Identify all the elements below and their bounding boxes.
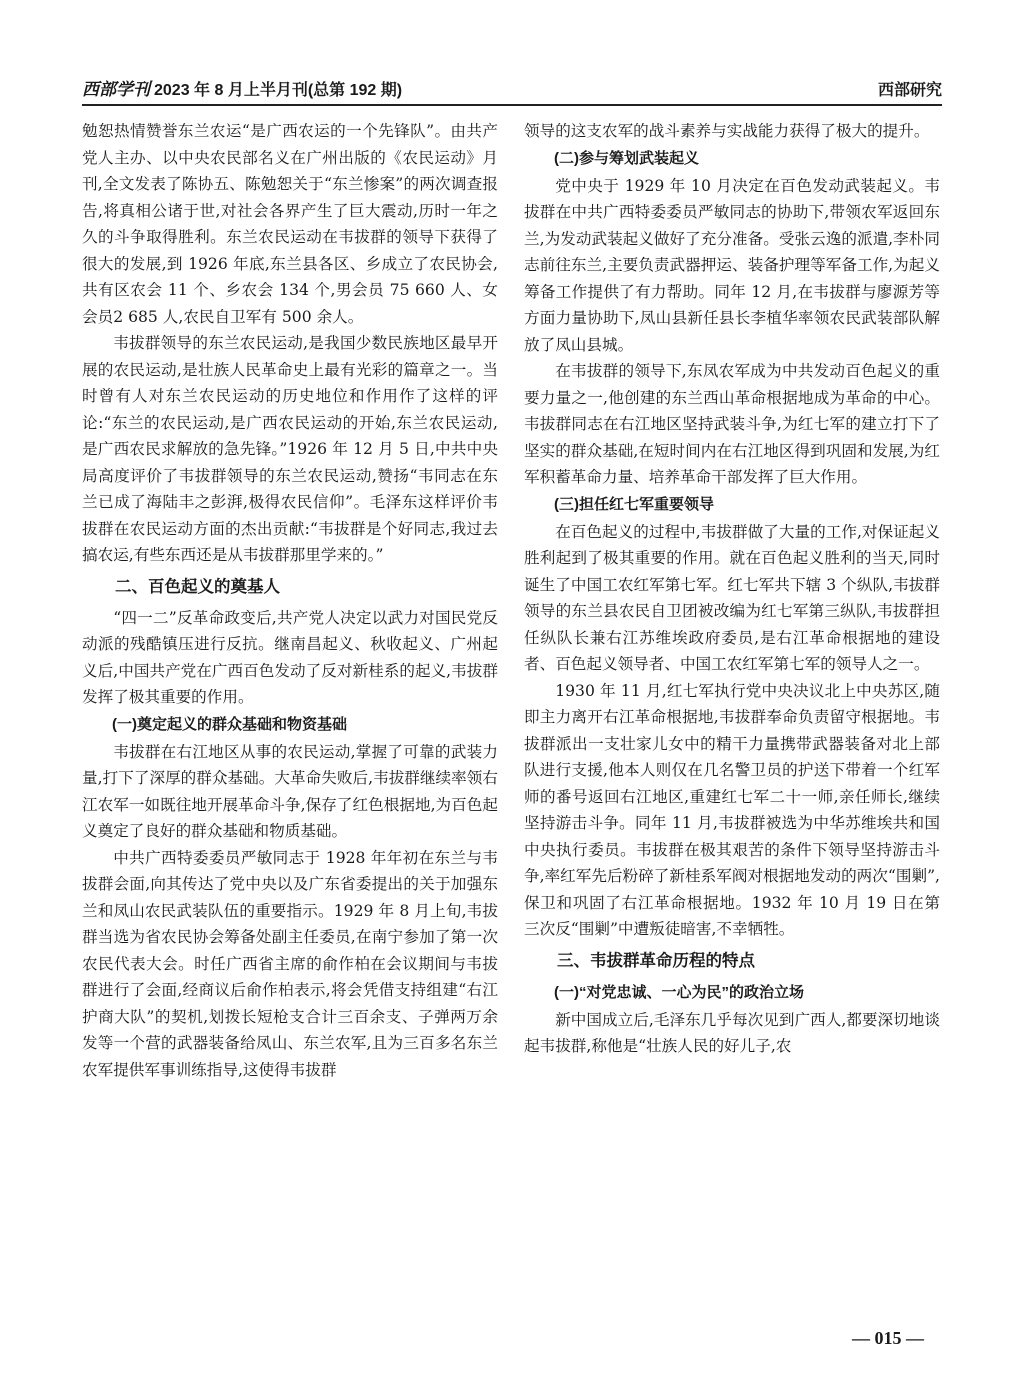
paragraph: 在韦拔群的领导下,东凤农军成为中共发动百色起义的重要力量之一,他创建的东兰西山革命根据地成为革命的中心。韦拔群同志在右江地区坚持武装斗争,为红七军的建立打下了坚实的群众基础,在短时间内在右江地区得到巩固和发展,为红军积蓄革命力量、培养革命干部发挥了巨大作用。 bbox=[524, 362, 940, 486]
paragraph: 党中央于 1929 年 10 月决定在百色发动武装起义。韦拔群在中共广西特委委员严敏同志的协助下,带领农军返回东兰,为发动武装起义做好了充分准备。受张云逸的派遣,李朴同志前往东兰,主要负责武器押运、装备护理等军备工作,为起义筹备工作提供了有力帮助。同年 12 月,在韦拔群与廖源芳等方面力量协助下,凤山县新任县长李植华率领农民武装部队解放了凤山县城。 bbox=[524, 176, 940, 354]
paragraph: 勉恕热情赞誉东兰农运“是广西农运的一个先锋队”。由共产党人主办、以中央农民部名义在广州出版的《农民运动》月刊,全文发表了陈协五、陈勉恕关于“东兰惨案”的两次调查报告,将真相公诸于世,对社会各界产生了巨大震动,历时一年之久的斗争取得胜利。东兰农民运动在韦拔群的领导下获得了很大的发展,到 1926 年底,东兰县各区、乡成立了农民协会,共有区农会 11 个、乡农会 134 个,男会员 75 660 人、女会员2 685 人,农民自卫军有 500 余人。 bbox=[82, 122, 498, 326]
left-column bbox=[82, 118, 498, 1083]
section-name: 西部研究 bbox=[877, 82, 942, 99]
issue-info: 2023 年 8 月上半月刊(总第 192 期) bbox=[154, 82, 403, 99]
subsection-heading: (三)担任红七军重要领导 bbox=[554, 495, 714, 513]
page-header bbox=[82, 70, 942, 106]
subsection-heading: (一)“对党忠诚、一心为民”的政治立场 bbox=[554, 983, 804, 1001]
paragraph: 韦拔群领导的东兰农民运动,是我国少数民族地区最早开展的农民运动,是壮族人民革命史上最有光彩的篇章之一。当时曾有人对东兰农民运动的历史地位和作用作了这样的评论:“东兰的农民运动,是广西农民运动的开始,东兰农民运动,是广西农民求解放的急先锋。”1926 年 12 月 5 日,中共中央局高度评价了韦拔群领导的东兰农民运动,赞扬“韦同志在东兰已成了海陆丰之彭湃,极得农民信仰”。毛泽东这样评价韦拔群在农民运动方面的杰出贡献:“韦拔群是个好同志,我过去搞农运,有些东西还是从韦拔群那里学来的。” bbox=[82, 334, 498, 564]
paragraph: 领导的这支农军的战斗素养与实战能力获得了极大的提升。 bbox=[524, 122, 930, 140]
right-column bbox=[524, 118, 940, 1060]
paragraph: 韦拔群在右江地区从事的农民运动,掌握了可靠的武装力量,打下了深厚的群众基础。大革命失败后,韦拔群继续率领右江农军一如既往地开展革命斗争,保存了红色根据地,为百色起义奠定了良好的群众基础和物质基础。 bbox=[82, 742, 498, 840]
section-heading: 二、百色起义的奠基人 bbox=[115, 576, 280, 596]
subsection-heading: (二)参与筹划武装起义 bbox=[554, 149, 699, 167]
paragraph: “四一二”反革命政变后,共产党人决定以武力对国民党反动派的残酷镇压进行反抗。继南昌起义、秋收起义、广州起义后,中国共产党在广西百色发动了反对新桂系的起义,韦拔群发挥了极其重要的作用。 bbox=[82, 608, 498, 706]
paragraph: 中共广西特委委员严敏同志于 1928 年年初在东兰与韦拔群会面,向其传达了党中央以及广东省委提出的关于加强东兰和凤山农民武装队伍的重要指示。1929 年 8 月上旬,韦拔群当选为省农民协会筹备处副主任委员,在南宁参加了第一次农民代表大会。时任广西省主席的俞作柏在会议期间与韦拔群进行了会面,经商议后俞作柏表示,将会凭借支持组建“右江护商大队”的契机,划拨长短枪支合计三百余支、子弹两万余发等一个营的武器装备给凤山、东兰农军,且为三百多名东兰农军提供军事训练指导,这使得韦拔群 bbox=[82, 848, 498, 1079]
section-heading: 三、韦拔群革命历程的特点 bbox=[557, 950, 755, 970]
paragraph: 在百色起义的过程中,韦拔群做了大量的工作,对保证起义胜利起到了极其重要的作用。就在百色起义胜利的当天,同时诞生了中国工农红军第七军。红七军共下辖 3 个纵队,韦拔群领导的东兰县农民自卫团被改编为红七军第三纵队,韦拔群担任纵队长兼右江苏维埃政府委员,是右江革命根据地的建设者、百色起义领导者、中国工农红军第七军的领导人之一。 bbox=[524, 522, 940, 673]
header-left bbox=[82, 75, 402, 100]
page-number: — 015 — bbox=[852, 1328, 924, 1348]
subsection-heading: (一)奠定起义的群众基础和物资基础 bbox=[112, 715, 347, 733]
paragraph: 新中国成立后,毛泽东几乎每次见到广西人,都要深切地谈起韦拔群,称他是“壮族人民的好儿子,农 bbox=[524, 1010, 940, 1055]
journal-logo: 西部学刊 bbox=[82, 80, 150, 100]
paragraph: 1930 年 11 月,红七军执行党中央决议北上中央苏区,随即主力离开右江革命根据地,韦拔群奉命负责留守根据地。韦拔群派出一支壮家儿女中的精干力量携带武器装备对北上部队进行支援,他本人则仅在几名警卫员的护送下带着一个红军师的番号返回右江地区,重建红七军二十一师,亲任师长,继续坚持游击斗争。同年 11 月,韦拔群被选为中华苏维埃共和国中央执行委员。韦拔群在极其艰苦的条件下领导坚持游击斗争,率红军先后粉碎了新桂系军阀对根据地发动的两次“围剿”,保卫和巩固了右江革命根据地。1932 年 10 月 19 日在第三次反“围剿”中遭叛徒暗害,不幸牺牲。 bbox=[524, 681, 940, 938]
